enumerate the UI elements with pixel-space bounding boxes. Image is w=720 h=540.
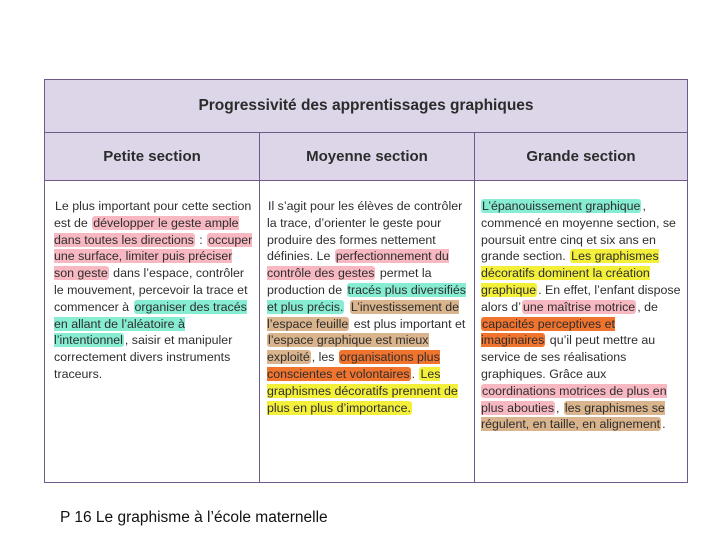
highlighted-phrase: capacités perceptives et imaginaires (481, 316, 615, 348)
highlighted-phrase: occuper une surface, limiter puis préciser son geste (54, 232, 253, 281)
highlighted-phrase: perfectionnement du contrôle des gestes (267, 249, 449, 281)
column-divider (474, 133, 475, 482)
text-segment: , de (637, 299, 658, 314)
highlighted-phrase: Les graphismes décoratifs dominent la création graphique (481, 249, 659, 297)
column-divider (259, 133, 260, 482)
text-segment: . (411, 366, 419, 381)
header-moyenne-section: Moyenne section (260, 133, 474, 181)
highlighted-phrase: L’épanouissement graphique (482, 199, 641, 213)
highlighted-phrase: l’espace graphique est mieux exploité (267, 333, 429, 365)
text-segment: qu’il peut mettre au service de ses réalisations graphiques. Grâce aux (481, 333, 656, 381)
text-segment: . (662, 417, 666, 432)
text-segment: : (195, 232, 207, 247)
highlighted-phrase: organisations plus conscientes et volontaires (267, 350, 440, 381)
highlighted-phrase: tracés plus diversifiés et plus précis. (267, 282, 466, 314)
text-segment: permet la production de (267, 266, 432, 297)
text-segment: , les (311, 350, 338, 365)
progression-table (44, 79, 688, 483)
text-segment: est plus important et (350, 316, 466, 331)
header-grande-section: Grande section (475, 133, 687, 181)
highlighted-phrase: L’investissement de l’espace feuille (267, 299, 460, 331)
highlighted-phrase: une maîtrise motrice (522, 299, 636, 314)
text-segment: , (556, 400, 563, 415)
highlighted-phrase: développer le geste ample dans toutes les directions (54, 215, 239, 247)
text-segment: , saisir et manipuler correctement divers instruments traceurs. (54, 333, 233, 381)
table-title: Progressivité des apprentissages graphiques (45, 80, 687, 133)
cell-grande-section (481, 198, 681, 433)
highlighted-phrase: les graphismes se régulent, en taille, en alignement (481, 400, 665, 432)
header-petite-section: Petite section (45, 133, 259, 181)
text-segment: dans l’espace, contrôler le mouvement, percevoir la trace et commencer à (54, 266, 248, 314)
highlighted-phrase: Les graphismes décoratifs prennent de plus en plus d’importance. (267, 366, 458, 415)
highlighted-phrase: organiser des tracés en allant de l’aléatoire à l’intentionnel (54, 299, 247, 348)
text-segment: Le plus important pour cette section est de (54, 199, 252, 230)
text-segment: Il s’agit pour les élèves de contrôler la trace, d’orienter le geste pour produire des formes nettement définies. Le (267, 199, 463, 264)
slide-caption: P 16 Le graphisme à l’école maternelle (60, 509, 328, 526)
text-segment: . En effet, l’enfant dispose alors d’ (481, 282, 681, 314)
highlighted-phrase: coordinations motrices de plus en plus abouties (481, 383, 667, 415)
text-segment: , commencé en moyenne section, se poursuit entre cinq et six ans en grande section. (481, 199, 676, 264)
cell-moyenne-section (267, 198, 469, 416)
cell-petite-section (54, 198, 253, 383)
